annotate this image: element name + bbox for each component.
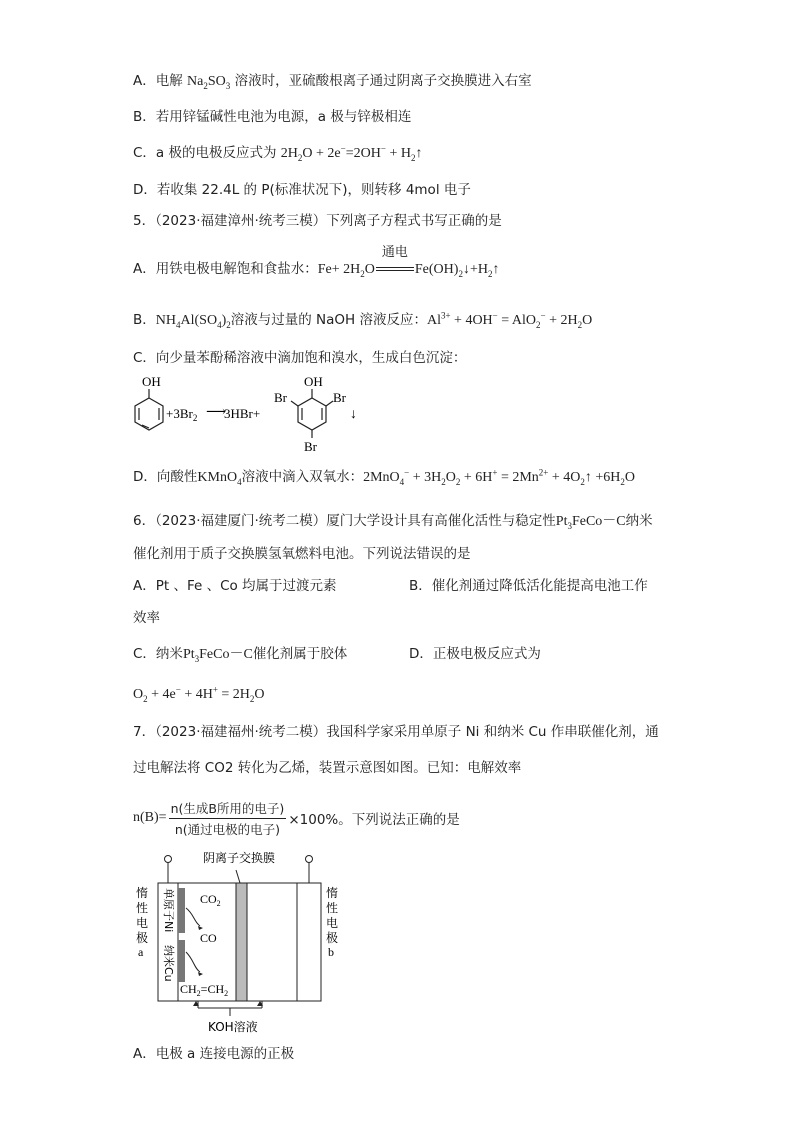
phenol-oh: OH bbox=[142, 374, 161, 389]
br-bottom: Br bbox=[304, 439, 317, 454]
q5-stem: 5．（2023·福建漳州·统考三模）下列离子方程式书写正确的是 bbox=[133, 213, 502, 229]
ni-label: 单原子Ni bbox=[162, 888, 175, 933]
q5-option-a: A．用铁电极电解饱和食盐水：$Fe+ 2H_2O$ 通电 $Fe(OH)_2↓+H_2↑$ bbox=[133, 245, 500, 279]
q6-option-d: D．正极电极反应式为 bbox=[409, 646, 541, 662]
q6-stem-line1: 6．（2023·福建厦门·统考二模）厦门大学设计具有高催化活性与稳定性$Pt_3FeCo-C$纳米 bbox=[133, 513, 653, 531]
electrode-a-label bbox=[136, 885, 148, 959]
svg-text:性: 性 bbox=[326, 901, 338, 915]
q6-option-c: C．纳米$Pt_3FeCo-C$催化剂属于胶体 bbox=[133, 646, 348, 664]
svg-text:惰: 惰 bbox=[326, 886, 338, 900]
koh-label: KOH溶液 bbox=[208, 1020, 258, 1034]
svg-text:OH: OH bbox=[304, 374, 323, 389]
tribromophenol-structure bbox=[291, 389, 333, 438]
svg-text:极: 极 bbox=[326, 931, 338, 945]
q6-option-b-cont: 效率 bbox=[133, 610, 160, 626]
q6-option-d-equation: $O_2 + 4e^- + 4H^+ = 2H_2O$ bbox=[133, 684, 265, 704]
q4-option-d: D．若收集 22.4L 的 P(标准状况下)，则转移 4mol 电子 bbox=[133, 182, 471, 198]
q7-stem-line2: 过电解法将 CO2 转化为乙烯，装置示意图如图。已知：电解效率 bbox=[133, 760, 522, 776]
q4-option-a: A．电解 $Na_2SO_3$ 溶液时，亚硫酸根离子通过阴离子交换膜进入右室 bbox=[133, 73, 532, 91]
na2so3-formula: $Na_2SO_3$ bbox=[187, 74, 231, 91]
electrolysis-diagram bbox=[128, 850, 338, 1040]
ni-catalyst-layer bbox=[178, 888, 185, 933]
svg-text:a: a bbox=[138, 945, 144, 959]
q7-option-a: A．电极 a 连接电源的正极 bbox=[133, 1046, 295, 1062]
q6-option-b: B．催化剂通过降低活化能提高电池工作 bbox=[409, 578, 648, 594]
br-right: Br bbox=[333, 390, 346, 405]
svg-text:b: b bbox=[328, 945, 334, 959]
svg-text:惰: 惰 bbox=[136, 886, 149, 900]
svg-text:极: 极 bbox=[136, 931, 149, 945]
electrode-b bbox=[297, 883, 321, 1001]
q7-stem-line1: 7．（2023·福建福州·统考二模）我国科学家采用单原子 Ni 和纳米 Cu 作串联催化剂，通 bbox=[133, 724, 659, 740]
formula-numerator: n(生成B所用的电子) bbox=[169, 799, 287, 819]
q6-option-a: A．Pt 、Fe 、Co 均属于过渡元素 bbox=[133, 578, 337, 594]
co-label: CO bbox=[200, 931, 217, 945]
phenol-structure bbox=[135, 389, 163, 430]
reaction-arrow: ⟶ bbox=[206, 405, 227, 420]
precipitate-arrow: ↓ bbox=[350, 407, 357, 422]
cu-label: 纳米Cu bbox=[162, 945, 175, 982]
cu-catalyst-layer bbox=[178, 940, 185, 982]
svg-text:电: 电 bbox=[136, 916, 149, 930]
efficiency-formula: n(B)= n(生成B所用的电子) n(通过电极的电子) ×100%。下列说法正确的是 bbox=[133, 800, 460, 837]
product-hbr: 3HBr+ bbox=[224, 406, 261, 421]
q5-option-d: D．向酸性KMnO$_4$溶液中滴入双氧水：$2MnO_4^- + 3H_2O_2 + 6H^+ = 2Mn^{2+}$ + $4O_2↑ +6H_2O$ bbox=[133, 467, 636, 487]
bromination-reaction bbox=[128, 372, 368, 456]
reagent-br2: $+3Br_2$ bbox=[166, 406, 198, 423]
q5-option-c: C．向少量苯酚稀溶液中滴加饱和溴水，生成白色沉淀： bbox=[133, 350, 467, 366]
ethylene-label: $CH_2=CH_2$ bbox=[180, 982, 229, 998]
br-left: Br bbox=[274, 390, 287, 405]
q5-option-b: B．$NH_4Al(SO_4)_2$溶液与过量的 NaOH 溶液反应：$Al^{3+} + 4OH^- = AlO_2^- + 2H_2O$ bbox=[133, 310, 593, 330]
q4-option-b: B．若用锌锰碱性电池为电源，a 极与锌极相连 bbox=[133, 109, 412, 125]
q4-option-c: C．a 极的电极反应式为 $2H_2O + 2e^-=2OH^-$ + $H_2↑$ bbox=[133, 143, 423, 163]
anion-exchange-membrane bbox=[236, 883, 247, 1001]
svg-text:性: 性 bbox=[136, 901, 149, 915]
formula-denominator: n(通过电极的电子) bbox=[174, 821, 281, 837]
q6-stem-line2: 催化剂用于质子交换膜氢氧燃料电池。下列说法错误的是 bbox=[133, 546, 471, 562]
svg-text:电: 电 bbox=[326, 916, 338, 930]
co2-label: $CO_2$ bbox=[200, 892, 221, 908]
electrode-b-label bbox=[326, 885, 338, 959]
membrane-label: 阴离子交换膜 bbox=[203, 851, 276, 865]
